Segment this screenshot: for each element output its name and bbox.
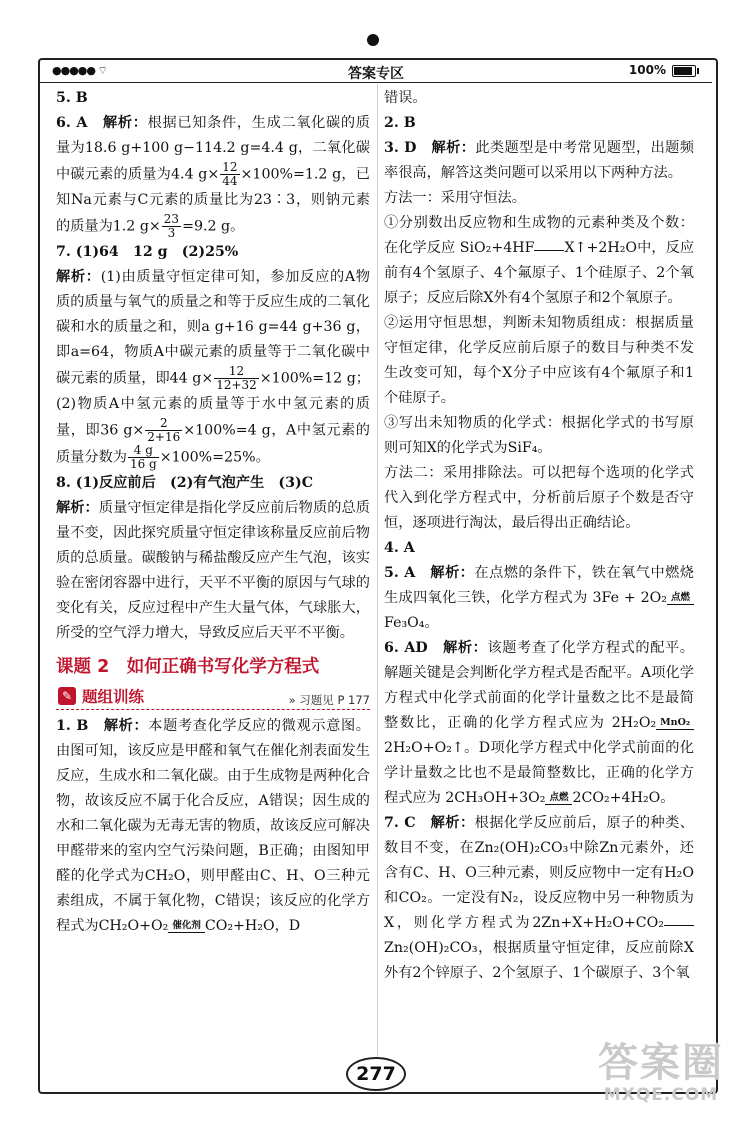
- answer-8-explanation: 解析：质量守恒定律是指化学反应前后物质的总质量不变，因此探究质量守恒定律该称量反应前后物质的总质量。碳酸钠与稀盐酸反应产生气泡，该实验在密闭容器中进行，天平不平衡的原因与气球的变化有关，反应过程中产生大量气体，气球胀大，所受的空气浮力增大，导致反应后天平不平衡。: [56, 500, 370, 641]
- answer-6: 6. A 解析：根据已知条件，生成二氧化碳的质量为18.6 g+100 g−114.2 g=4.4 g，二氧化碳中碳元素的质量为4.4 g× $\frac{12}{44}$ ×100%=1.2 g，已知Na元素与C元素的质量比为23∶3，则钠元素的质量为1.2 g× $\frac{23}{3}$ =9.2 g。: [56, 115, 370, 240]
- answer-b7: 7. C 解析：根据化学反应前后，原子的种类、数目不变，在Zn₂(OH)₂CO₃中除Zn元素外，还含有C、H、O三种元素，则反应物中一定有H₂O和CO₂。一定没有N₂，设反应物中另一种物质为X，则化学方程式为2Zn+X+H₂O+CO₂ Zn₂(OH)₂CO₃，根据质量守恒定律，反应前除X外有2个锌原子、2个氢原子、1个碳原子、3个氧: [384, 815, 694, 981]
- method-2: 方法二：采用排除法。可以把每个选项的化学式代入到化学方程式中，分析前后原子个数是否守恒，逐项进行淘汰，最后得出正确结论。: [384, 465, 694, 531]
- exercise-reference: » 习题见 P 177: [288, 693, 370, 707]
- answer-b3: 3. D 解析：此类题型是中考常见题型，出题频率很高，解答这类问题可以采用以下两种方法。: [384, 140, 694, 181]
- status-title: 答案专区: [348, 66, 404, 82]
- battery-icon: [672, 65, 696, 77]
- section-header: [56, 684, 370, 710]
- step-3: ③写出未知物质的化学式：根据化学式的书写原则可知X的化学式为SiF₄。: [384, 415, 694, 456]
- watermark-logo: 答案圈 MXQE.COM: [598, 1040, 724, 1105]
- status-bar: [40, 60, 712, 83]
- answer-b6: 6. AD 解析：该题考查了化学方程式的配平。解题关键是会判断化学方程式是否配平。A项化学方程式中化学式前面的化学计量数之比不是最简整数比，正确的化学方程式应为 2H₂O₂ MnO₂ 2H₂O+O₂↑。D项化学方程式中化学式前面的化学计量数之比也不是最简整数比，正确的化学方程式应为 2CH₃OH+3O₂ 点燃 2CO₂+4H₂O。: [384, 640, 694, 806]
- left-column: [56, 86, 370, 939]
- reaction-condition: MnO₂: [656, 717, 694, 730]
- camera-dot: [367, 34, 379, 46]
- signal-wifi-icon: ●●●●● ⌔: [52, 64, 107, 77]
- fraction: $\frac{23}{3}$: [163, 212, 180, 240]
- fraction: $\frac{4 g}{16 g}$: [129, 443, 157, 471]
- method-1: 方法一：采用守恒法。: [384, 190, 526, 206]
- section-title: 题组训练: [82, 688, 145, 706]
- battery-percentage: 100%: [628, 63, 666, 77]
- answer-7-head: 7. (1)64 12 g (2)25%: [56, 244, 239, 260]
- reaction-condition: 点燃: [667, 592, 694, 605]
- answer-7-explanation: 解析：(1)由质量守恒定律可知，参加反应的A物质的质量与氧气的质量之和等于反应生成的二氧化碳和水的质量之和，则a g+16 g=44 g+36 g，即a=64，物质A中碳元素的质量等于二氧化碳中碳元素的质量，即44 g× $\frac{12}{12+32}$ ×100%=12 g；(2)物质A中氢元素的质量等于水中氢元素的质量，即36 g× $\frac{2}{2+16}$ ×100%=4 g，A中氢元素的质量分数为 $\frac{4 g}{16 g}$ ×100%=25%。: [56, 269, 370, 471]
- answer-b4: 4. A: [384, 540, 415, 556]
- answer-8-head: 8. (1)反应前后 (2)有气泡产生 (3)C: [56, 475, 313, 491]
- fraction: $\frac{2}{2+16}$: [147, 416, 181, 444]
- pencil-icon: ✎: [58, 687, 76, 705]
- fraction: $\frac{12}{44}$: [222, 160, 238, 188]
- section-rule: [56, 709, 370, 710]
- equals-sign: [664, 920, 694, 926]
- page-number: 277: [346, 1057, 406, 1091]
- fraction: $\frac{12}{12+32}$: [216, 364, 257, 392]
- lesson-title: 课题 2 如何正确书写化学方程式: [56, 657, 320, 677]
- answer-b5: 5. A 解析：在点燃的条件下，铁在氧气中燃烧生成四氧化三铁，化学方程式为 3Fe + 2O₂ 点燃 Fe₃O₄。: [384, 565, 694, 631]
- answer-b1: 1. B 解析：本题考查化学反应的微观示意图。由图可知，该反应是甲醛和氧气在催化剂表面发生反应，生成水和二氧化碳。由于生成物是两种化合物，故该反应不属于化合反应，A错误；因生成的水和二氧化碳为无毒无害的物质，故该反应可解决甲醛带来的室内空气污染问题，B正确；由图知甲醛的化学式为CH₂O，则甲醛由C、H、O三种元素组成，不属于氧化物，C错误；该反应的化学方程式为CH₂O+O₂ 催化剂 CO₂+H₂O，D: [56, 718, 370, 934]
- reaction-condition: 点燃: [545, 792, 572, 805]
- step-2: ②运用守恒思想，判断未知物质组成：根据质量守恒定律，化学反应前后原子的数目与种类不发生改变可知，每个X分子中应该有4个氟原子和1个硅原子。: [384, 315, 694, 406]
- answer-b1-cont: 错误。: [384, 90, 427, 106]
- right-column: [384, 86, 694, 986]
- reaction-condition: 催化剂: [168, 920, 205, 933]
- column-divider: [377, 84, 378, 1084]
- answer-b2: 2. B: [384, 115, 416, 131]
- step-1: ①分别数出反应物和生成物的元素种类及个数：在化学反应 SiO₂+4HF X↑+2H₂O中，反应前有4个氢原子、4个氟原子、1个硅原子、2个氧原子；反应后除X外有4个氢原子和2个氧原子。: [384, 215, 695, 306]
- answer-5: 5. B: [56, 90, 88, 106]
- equals-sign: [534, 245, 564, 251]
